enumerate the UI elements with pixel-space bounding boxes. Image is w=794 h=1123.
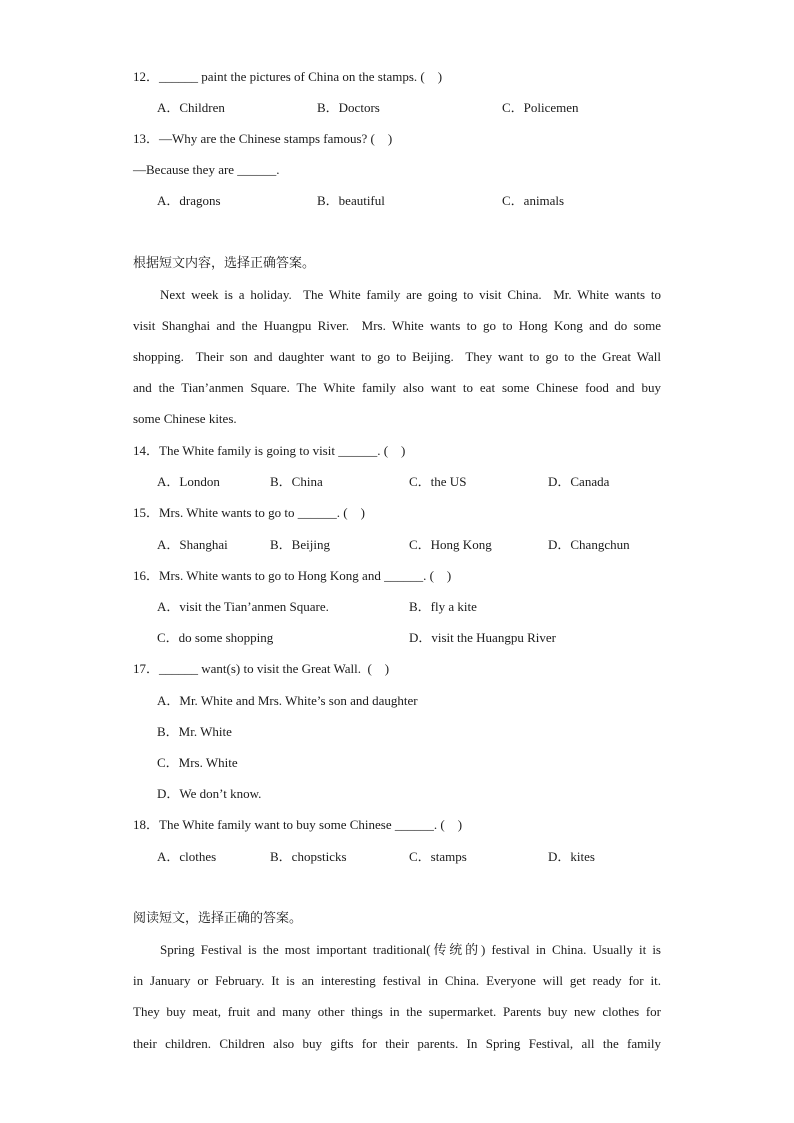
question-18-option-d: D．kites [548, 849, 595, 864]
question-16-option-b: B．fly a kite [409, 599, 477, 614]
question-12-option-a: A．Children [157, 100, 225, 115]
question-15-option-c: C．Hong Kong [409, 537, 492, 552]
question-17-option-b: B．Mr. White [157, 724, 232, 739]
question-17-option-c: C．Mrs. White [157, 755, 238, 770]
question-15-option-b: B．Beijing [270, 537, 330, 552]
question-13-option-a: A．dragons [157, 193, 221, 208]
question-17-option-a: A．Mr. White and Mrs. White’s son and daughter [157, 693, 418, 708]
passage-2-line-1: Spring Festival is the most important traditional(传统的) festival in China. Usually it is [160, 942, 661, 957]
question-12-option-c: C．Policemen [502, 100, 579, 115]
question-17-option-d: D．We don’t know. [157, 786, 262, 801]
question-13-stem: 13．—Why are the Chinese stamps famous? ( ) [133, 131, 393, 146]
question-16-option-d: D．visit the Huangpu River [409, 630, 556, 645]
question-12-stem: 12．______ paint the pictures of China on the stamps. ( ) [133, 69, 443, 84]
passage-1-line-1: Next week is a holiday. The White family are going to visit China. Mr. White wants to [160, 287, 661, 302]
question-14-stem: 14．The White family is going to visit ______. ( ) [133, 443, 406, 458]
question-12-option-b: B．Doctors [317, 100, 380, 115]
question-16-option-c: C．do some shopping [157, 630, 274, 645]
question-15-option-d: D．Changchun [548, 537, 630, 552]
question-13-option-b: B．beautiful [317, 193, 385, 208]
passage-1-line-2: visit Shanghai and the Huangpu River. Mrs. White wants to go to Hong Kong and do some [133, 318, 661, 333]
question-14-option-c: C．the US [409, 474, 467, 489]
question-16-option-a: A．visit the Tian’anmen Square. [157, 599, 329, 614]
passage-1-line-5: some Chinese kites. [133, 411, 237, 426]
question-14-option-b: B．China [270, 474, 323, 489]
passage-1-line-4: and the Tian’anmen Square. The White family also want to eat some Chinese food and buy [133, 380, 661, 395]
question-18-option-a: A．clothes [157, 849, 217, 864]
question-18-option-c: C．stamps [409, 849, 467, 864]
question-16-stem: 16．Mrs. White wants to go to Hong Kong and ______. ( ) [133, 568, 452, 583]
passage-2-line-3: They buy meat, fruit and many other things in the supermarket. Parents buy new clothes for [133, 1004, 661, 1019]
question-15-stem: 15．Mrs. White wants to go to ______. ( ) [133, 505, 365, 520]
passage-1-line-3: shopping. Their son and daughter want to go to Beijing. They want to go to the Great Wall [133, 349, 661, 364]
passage-2-line-2: in January or February. It is an interesting festival in China. Everyone will get ready for it. [133, 973, 661, 988]
question-17-stem: 17．______ want(s) to visit the Great Wall. ( ) [133, 661, 390, 676]
question-18-option-b: B．chopsticks [270, 849, 347, 864]
question-18-stem: 18．The White family want to buy some Chinese ______. ( ) [133, 817, 463, 832]
section-2-instruction: 根据短文内容，选择正确答案。 [133, 256, 316, 271]
question-14-option-a: A．London [157, 474, 220, 489]
question-13-stem-answer: —Because they are ______. [133, 162, 280, 177]
question-13-option-c: C．animals [502, 193, 565, 208]
passage-2-line-4: their children. Children also buy gifts for their parents. In Spring Festival, all the family [133, 1036, 661, 1051]
question-15-option-a: A．Shanghai [157, 537, 228, 552]
question-14-option-d: D．Canada [548, 474, 610, 489]
section-3-instruction: 阅读短文，选择正确的答案。 [133, 911, 303, 926]
